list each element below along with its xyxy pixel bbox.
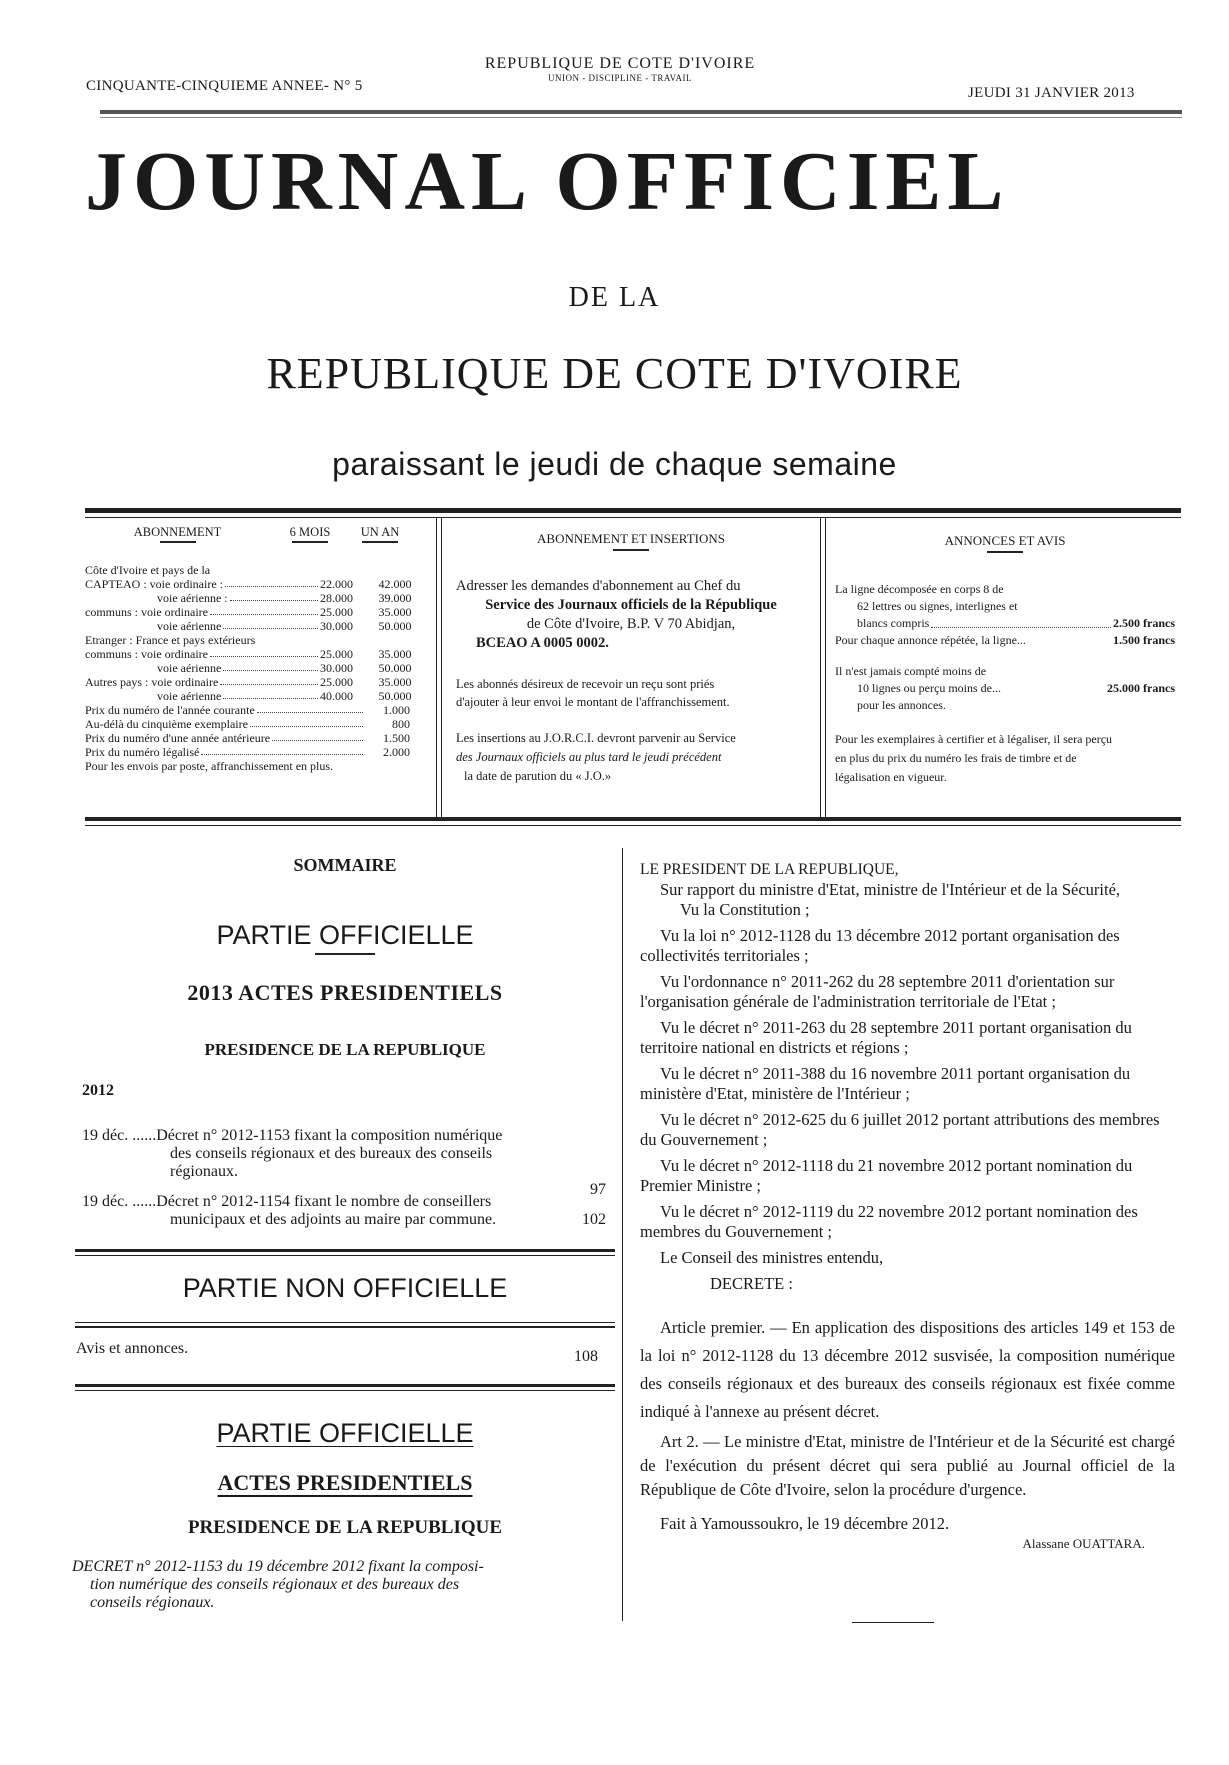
decree-body <box>640 860 1175 1554</box>
insertions-heading: ABONNEMENT ET INSERTIONS <box>537 531 725 546</box>
annonces-heading: ANNONCES ET AVIS <box>944 533 1066 548</box>
visa-6: Vu le décret n° 2011-388 du 16 novembre 2011 portant organisation du ministère d'Etat, ministère de l'Intérieur ; <box>640 1064 1131 1103</box>
box-top-rule-thin <box>85 517 1181 518</box>
subscription-row <box>85 661 425 675</box>
price-value: 800 <box>392 717 410 731</box>
body-presidence: PRESIDENCE DE LA REPUBLIQUE <box>187 1517 503 1538</box>
sommaire-entry-2 <box>82 1193 612 1229</box>
annonces-l9: en plus du prix du numéro les frais de timbre et de <box>835 751 1077 765</box>
price-value: 2.000 <box>383 745 410 759</box>
header-rule-thin <box>100 117 1182 118</box>
annonces-l2: 62 lettres ou signes, interlignes et <box>857 599 1018 613</box>
subscription-6-mois: 25.000 <box>320 605 353 619</box>
subscription-6-mois: 30.000 <box>320 661 353 675</box>
entry2-date: 19 déc. ...... <box>82 1193 157 1210</box>
price-row <box>85 717 425 731</box>
subscription-row <box>85 605 425 619</box>
subscription-un-an: 35.000 <box>378 647 412 661</box>
signature: Alassane OUATTARA. <box>1022 1536 1145 1551</box>
subscription-row-label: communs : voie ordinaire <box>85 605 208 619</box>
decret-title-l2: tion numérique des conseils régionaux et des bureaux des <box>90 1576 460 1593</box>
price-label: Prix du numéro d'une année antérieure <box>85 731 271 745</box>
partie-non-rule-bottom <box>75 1322 615 1323</box>
sommaire-end-rule-thin <box>75 1390 615 1391</box>
price-label: Prix du numéro de l'année courante <box>85 703 255 717</box>
subscription-row <box>85 563 425 577</box>
subscription-heading: ABONNEMENT <box>133 525 222 539</box>
price-value: 1.500 <box>383 731 410 745</box>
visa-3: Vu la loi n° 2012-1128 du 13 décembre 2012 portant organisation des collectivités territoriales ; <box>640 926 1120 965</box>
republic-name: REPUBLIQUE DE COTE D'IVOIRE <box>484 55 756 72</box>
subscription-un-an: 35.000 <box>378 605 412 619</box>
entry2-page: 102 <box>582 1211 606 1228</box>
sommaire-year: 2012 <box>82 1082 114 1099</box>
masthead-de-la: DE LA <box>568 282 661 313</box>
article-2: Art 2. — Le ministre d'Etat, ministre de l'Intérieur et de la Sécurité est chargé de l'exécution du présent décret qui sera publié au Journal officiel de la République de Côte d'Ivoire, selon la procédure d'urgence. <box>640 1432 1175 1499</box>
subscription-row <box>85 591 425 605</box>
annonces-l4-price: 1.500 francs <box>1113 633 1175 647</box>
annonces-l3: blancs compris <box>857 616 930 630</box>
subscription-un-an: 39.000 <box>378 591 412 605</box>
visa-10: Le Conseil des ministres entendu, <box>660 1248 884 1267</box>
fait-line: Fait à Yamoussoukro, le 19 décembre 2012. <box>660 1514 950 1533</box>
sommaire-avis-page: 108 <box>574 1348 598 1365</box>
subscription-un-an: 50.000 <box>378 689 412 703</box>
subscription-row-label: Côte d'Ivoire et pays de la <box>85 563 211 577</box>
subscription-row-label: CAPTEAO : voie ordinaire : <box>85 577 223 591</box>
decret-title-l3: conseils régionaux. <box>90 1594 215 1611</box>
subscription-row-label: voie aérienne <box>157 661 222 675</box>
subscription-row <box>85 675 425 689</box>
sommaire-partie-officielle-text: PARTIE OFFICIELLE <box>216 920 474 950</box>
subscription-row-label: communs : voie ordinaire <box>85 647 208 661</box>
subscription-6-mois: 28.000 <box>320 591 353 605</box>
subscription-6-mois: 30.000 <box>320 619 353 633</box>
subscription-column <box>85 525 425 773</box>
sommaire-presidence: PRESIDENCE DE LA REPUBLIQUE <box>204 1040 486 1059</box>
insertions-p3-b: des Journaux officiels au plus tard le jeudi précédent <box>456 750 722 764</box>
insertions-p1-a: Adresser les demandes d'abonnement au Chef du <box>456 578 741 594</box>
col-6-mois: 6 MOIS <box>289 525 331 539</box>
body-actes: ACTES PRESIDENTIELS <box>217 1470 473 1495</box>
price-row <box>85 745 425 759</box>
sommaire-avis: Avis et annonces. <box>76 1340 189 1357</box>
sommaire-partie-non: PARTIE NON OFFICIELLE <box>182 1273 508 1303</box>
annonces-l3-price: 2.500 francs <box>1113 616 1175 630</box>
signature-rule <box>852 1622 934 1623</box>
president-line: LE PRESIDENT DE LA REPUBLIQUE, <box>640 861 899 878</box>
entry1-l3: régionaux. <box>170 1163 238 1180</box>
insertions-p1-d: BCEAO A 0005 0002. <box>476 635 609 651</box>
issue-date: JEUDI 31 JANVIER 2013 <box>968 85 1135 101</box>
entry2-l1: Décret n° 2012-1154 fixant le nombre de conseillers <box>156 1193 492 1210</box>
subscription-row <box>85 647 425 661</box>
subscription-un-an: 50.000 <box>378 619 412 633</box>
insertions-p1-b: Service des Journaux officiels de la République <box>485 597 777 613</box>
annonces-l5: Il n'est jamais compté moins de <box>835 664 987 678</box>
partie-non-rule-bottom-b <box>75 1326 615 1328</box>
subscription-6-mois: 22.000 <box>320 577 353 591</box>
annonces-l7: pour les annonces. <box>857 698 946 712</box>
subscription-6-mois: 25.000 <box>320 675 353 689</box>
insertions-p2-a: Les abonnés désireux de recevoir un reçu sont priés <box>456 677 715 691</box>
visa-8: Vu le décret n° 2012-1118 du 21 novembre 2012 portant nomination du Premier Ministre ; <box>640 1156 1133 1195</box>
masthead-country: REPUBLIQUE DE COTE D'IVOIRE <box>266 349 963 398</box>
price-label: Prix du numéro légalisé <box>85 745 200 759</box>
box-divider-1 <box>436 518 437 817</box>
insertions-column <box>456 530 806 786</box>
subscription-row-label: voie aérienne <box>157 689 222 703</box>
entry1-page: 97 <box>590 1181 606 1198</box>
col-un-an: UN AN <box>360 525 400 539</box>
subscription-row <box>85 619 425 633</box>
subscription-row-label: voie aérienne : <box>157 591 228 605</box>
subscription-un-an: 50.000 <box>378 661 412 675</box>
price-row <box>85 731 425 745</box>
entry1-l2: des conseils régionaux et des bureaux des conseils <box>170 1145 493 1162</box>
entry1-l1: Décret n° 2012-1153 fixant la composition numérique <box>156 1127 503 1144</box>
sommaire-end-rule <box>75 1384 615 1387</box>
insertions-p3-c: la date de parution du « J.O.» <box>464 769 612 783</box>
box-bottom-rule-thin <box>85 825 1181 826</box>
decret-title <box>72 1558 612 1612</box>
decret-title-l1: DECRET n° 2012-1153 du 19 décembre 2012 fixant la composi- <box>72 1558 484 1575</box>
masthead-title: JOURNAL OFFICIEL <box>85 135 1010 228</box>
entry2-l2: municipaux et des adjoints au maire par commune. <box>170 1211 497 1228</box>
annonces-l6: 10 lignes ou perçu moins de... <box>857 681 1001 695</box>
subscription-row <box>85 577 425 591</box>
annonces-column <box>835 532 1175 787</box>
annonces-l10: légalisation en vigueur. <box>835 770 947 784</box>
insertions-p1-c: de Côte d'Ivoire, B.P. V 70 Abidjan, <box>526 616 736 632</box>
box-bottom-rule <box>85 817 1181 821</box>
box-top-rule <box>85 508 1181 513</box>
issue-number: CINQUANTE-CINQUIEME ANNEE- N° 5 <box>86 78 363 94</box>
insertions-p3-a: Les insertions au J.O.R.C.I. devront parvenir au Service <box>456 731 736 745</box>
subscription-row-label: Autres pays : voie ordinaire <box>85 675 219 689</box>
subscription-row <box>85 633 425 647</box>
subscription-6-mois: 40.000 <box>320 689 353 703</box>
subscription-row-label: Etranger : France et pays extérieurs <box>85 633 256 647</box>
republic-motto: UNION - DISCIPLINE - TRAVAIL <box>548 73 692 83</box>
annonces-l6-price: 25.000 francs <box>1107 681 1175 695</box>
sommaire-entry-1 <box>82 1127 612 1199</box>
column-divider <box>622 848 623 1621</box>
masthead-tagline: paraissant le jeudi de chaque semaine <box>332 446 897 482</box>
visa-5: Vu le décret n° 2011-263 du 28 septembre 2011 portant organisation du territoire national en districts et régions ; <box>640 1018 1132 1057</box>
republic-header <box>430 55 810 83</box>
sommaire-partie-officielle <box>80 920 610 955</box>
price-row <box>85 703 425 717</box>
visa-7: Vu le décret n° 2012-625 du 6 juillet 2012 portant attributions des membres du Gouvernement ; <box>640 1110 1160 1149</box>
partie-non-rule-top <box>75 1249 615 1252</box>
box-divider-2b <box>825 518 826 817</box>
box-divider-1b <box>441 518 442 817</box>
entry1-date: 19 déc. ...... <box>82 1127 157 1144</box>
subscription-row-label: voie aérienne <box>157 619 222 633</box>
subscription-un-an: 42.000 <box>378 577 412 591</box>
insertions-p2-b: d'ajouter à leur envoi le montant de l'affranchissement. <box>456 695 730 709</box>
sommaire-title: SOMMAIRE <box>293 855 397 875</box>
subscription-row <box>85 689 425 703</box>
box-divider-2 <box>820 518 821 817</box>
visa-1: Sur rapport du ministre d'Etat, ministre de l'Intérieur et de la Sécurité, <box>660 880 1121 899</box>
subscription-footer: Pour les envois par poste, affranchissement en plus. <box>85 759 334 773</box>
body-partie <box>75 1418 615 1449</box>
decrete: DECRETE : <box>710 1274 793 1293</box>
visa-4: Vu l'ordonnance n° 2011-262 du 28 septembre 2011 d'orientation sur l'organisation générale de l'administration territoriale de l'Etat ; <box>640 972 1115 1011</box>
annonces-l8: Pour les exemplaires à certifier et à légaliser, il sera perçu <box>835 732 1113 746</box>
subscription-un-an: 35.000 <box>378 675 412 689</box>
subscription-6-mois: 25.000 <box>320 647 353 661</box>
article-1: Article premier. — En application des dispositions des articles 149 et 153 de la loi n° 2012-1128 du 13 décembre 2012 susvisée, la composition numérique des conseils régionaux et des bureaux des conseils régionaux est fixée comme indiqué à l'annexe au présent décret. <box>640 1318 1175 1421</box>
annonces-l1: La ligne décomposée en corps 8 de <box>835 582 1004 596</box>
price-value: 1.000 <box>383 703 410 717</box>
body-partie-text: PARTIE OFFICIELLE <box>216 1418 474 1448</box>
subscription-rows <box>85 563 425 703</box>
price-label: Au-délà du cinquième exemplaire <box>85 717 248 731</box>
annonces-l4: Pour chaque annonce répétée, la ligne... <box>835 633 1026 647</box>
price-rows <box>85 703 425 759</box>
partie-non-rule-top-thin <box>75 1255 615 1256</box>
visa-2: Vu la Constitution ; <box>680 900 810 919</box>
visa-9: Vu le décret n° 2012-1119 du 22 novembre 2012 portant nomination des membres du Gouvernement ; <box>640 1202 1138 1241</box>
header-rule <box>100 110 1182 114</box>
sommaire-actes: 2013 ACTES PRESIDENTIELS <box>187 980 503 1005</box>
